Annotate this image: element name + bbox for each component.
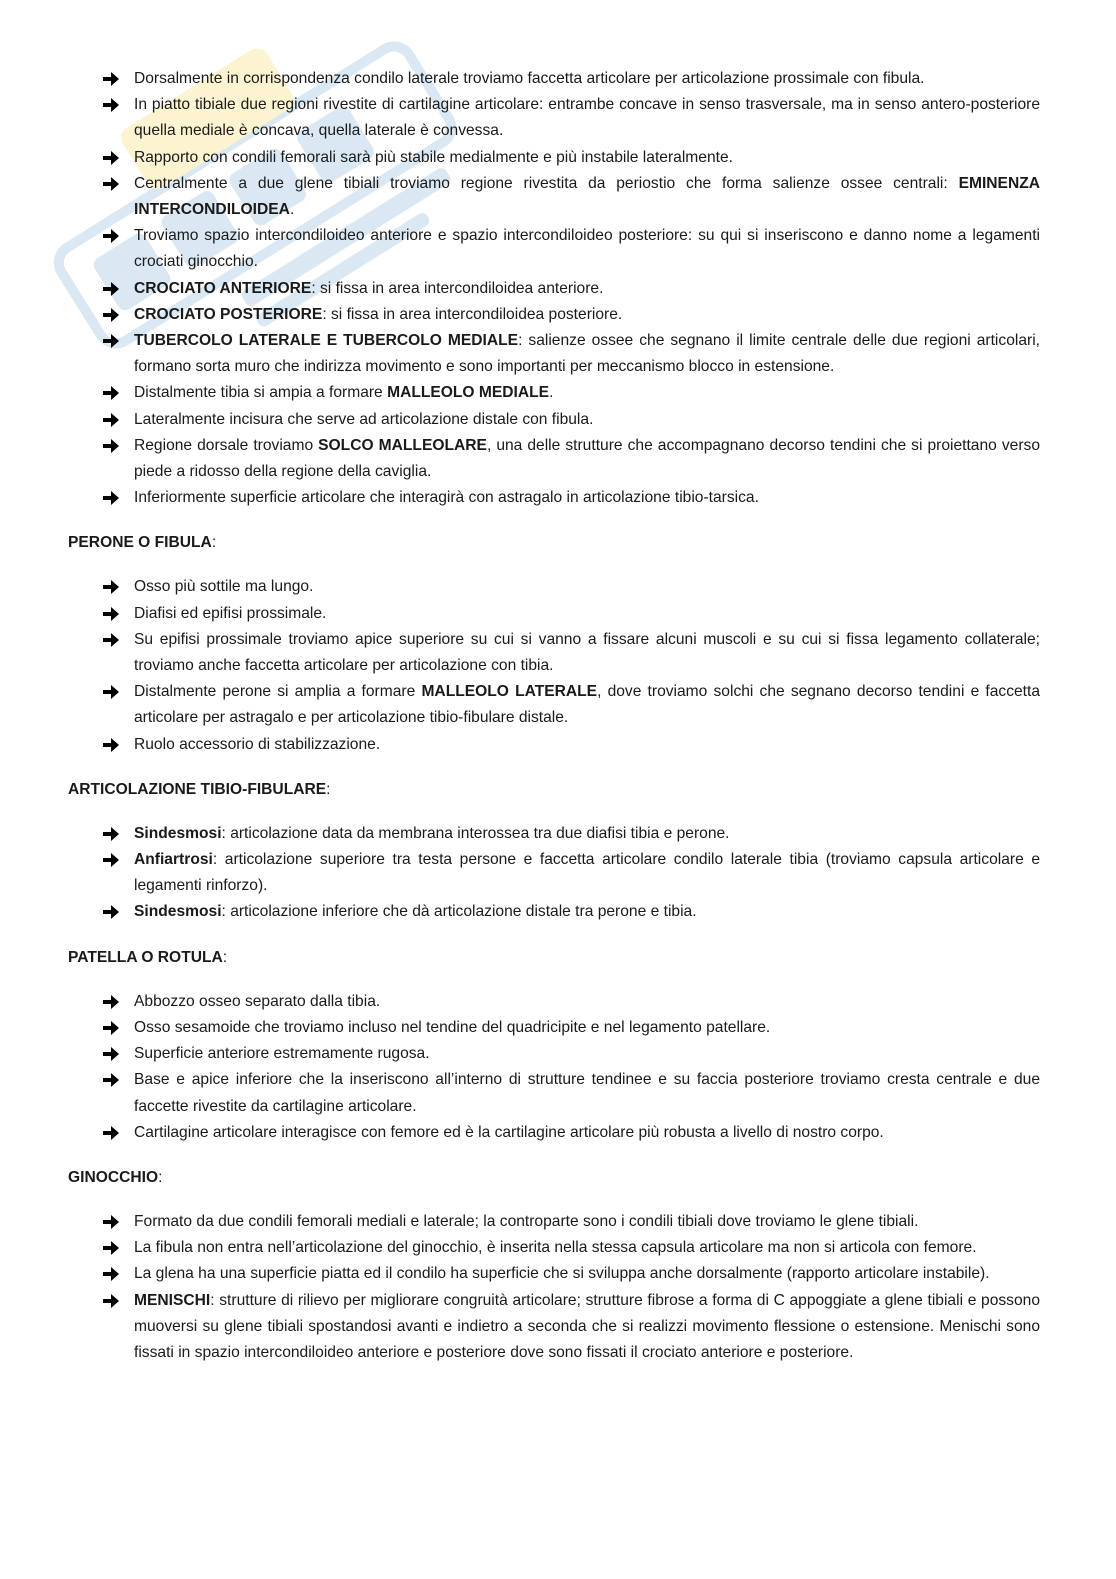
bullet-bold-term: MALLEOLO LATERALE [421,683,598,701]
bullet-text: Dorsalmente in corrispondenza condilo laterale troviamo faccetta articolare per articolazione prossimale con fibula. [134,70,925,87]
bullet-text: Su epifisi prossimale troviamo apice superiore su cui si vanno a fissare alcuni muscoli e su cui si fissa legamento collaterale; troviamo anche faccetta articolare per articolazione con tibia. [134,630,1040,675]
bullet-item [68,433,1040,485]
bullet-bold-term: CROCIATO ANTERIORE [134,279,312,297]
bullet-bold-term: MENISCHI [134,1291,211,1309]
bullet-text: , una delle strutture che accompagnano decorso tendini che si proiettano verso piede a ridosso della regione della caviglia. [134,436,1041,481]
arrow-bullet-icon [103,407,125,433]
bullet-item [68,1288,1040,1367]
bullet-text: Diafisi ed epifisi prossimale. [134,604,327,622]
bullet-item [68,1041,1040,1067]
arrow-bullet-icon [103,1067,125,1093]
bullet-text: Osso sesamoide che troviamo incluso nel tendine del quadricipite e nel legamento patellare. [134,1018,771,1036]
arrow-bullet-icon [103,66,125,92]
section-bullet-list [68,989,1040,1146]
arrow-bullet-icon [103,1120,125,1146]
bullet-text: Abbozzo osseo separato dalla tibia. [134,992,381,1010]
arrow-bullet-icon [103,223,125,249]
arrow-bullet-icon [103,732,125,758]
bullet-text: Rapporto con condili femorali sarà più stabile medialmente e più instabile lateralmente. [134,148,733,166]
bullet-item [68,380,1040,406]
bullet-text: : si fissa in area intercondiloidea posteriore. [322,305,623,323]
arrow-bullet-icon [103,899,125,925]
arrow-bullet-icon [103,433,125,459]
section-bullet-list [68,574,1040,757]
bullet-item [68,1209,1040,1235]
bullet-text: Distalmente perone si amplia a formare [134,683,422,701]
bullet-item [68,679,1040,731]
section-heading: ARTICOLAZIONE TIBIO-FIBULARE: [68,780,331,798]
bullet-text: Centralmente a due glene tibiali troviamo regione rivestita da periostio che forma salienze ossee centrali: [134,174,959,192]
bullet-item [68,171,1040,223]
bullet-text: Regione dorsale troviamo [134,436,319,454]
arrow-bullet-icon [103,171,125,197]
bullet-item [68,1015,1040,1041]
bullet-item [68,407,1040,433]
arrow-bullet-icon [103,1235,125,1261]
bullet-item [68,223,1040,275]
bullet-item [68,145,1040,171]
bullet-text: , dove troviamo solchi che segnano decorso tendini e faccetta articolare per astragalo e per articolazione tibio-fibulare distale. [134,683,1041,727]
bullet-item [68,601,1040,627]
intro-bullet-list [68,66,1040,511]
section-heading: GINOCCHIO: [68,1168,163,1186]
bullet-item [68,627,1040,679]
bullet-text: . [549,384,554,402]
bullet-item [68,485,1040,511]
arrow-bullet-icon [103,679,125,705]
bullet-text: Lateralmente incisura che serve ad articolazione distale con fibula. [134,410,594,428]
arrow-bullet-icon [103,601,125,627]
bullet-item [68,276,1040,302]
arrow-bullet-icon [103,328,125,354]
bullet-text: Inferiormente superficie articolare che interagirà con astragalo in articolazione tibio-tarsica. [134,489,759,507]
bullet-text: . [289,201,295,219]
arrow-bullet-icon [103,92,125,118]
bullet-item [68,92,1040,144]
arrow-bullet-icon [103,302,125,328]
sections-container [68,530,1040,1366]
bullet-text: Base e apice inferiore che la inseriscono all’interno di strutture tendinee e su faccia posteriore troviamo cresta centrale e due faccette rivestite da cartilagine articolare. [134,1071,1040,1115]
arrow-bullet-icon [103,1209,125,1235]
bullet-text: Distalmente tibia si ampia a formare [134,384,388,402]
section-bullet-list [68,821,1040,926]
bullet-bold-term: Sindesmosi [134,903,222,921]
bullet-text: Ruolo accessorio di stabilizzazione. [134,735,381,753]
section-bullet-list [68,1209,1040,1366]
arrow-bullet-icon [103,276,125,302]
bullet-item [68,899,1040,925]
arrow-bullet-icon [103,574,125,600]
bullet-text: Cartilagine articolare interagisce con femore ed è la cartilagine articolare più robusta a livello di nostro corpo. [134,1123,884,1141]
bullet-item [68,1261,1040,1287]
bullet-bold-term: TUBERCOLO LATERALE E TUBERCOLO MEDIALE [134,332,519,350]
arrow-bullet-icon [103,1015,125,1041]
bullet-item [68,1120,1040,1146]
bullet-text: : salienze ossee che segnano il limite centrale delle due regioni articolari, formano sorta muro che indirizza movimento e sono importanti per meccanismo blocco in estensione. [134,332,1040,376]
bullet-text: Superficie anteriore estremamente rugosa. [134,1045,430,1063]
bullet-item [68,1067,1040,1119]
arrow-bullet-icon [103,1288,125,1314]
arrow-bullet-icon [103,1041,125,1067]
bullet-text: : articolazione superiore tra testa persone e faccetta articolare condilo laterale tibia (troviamo capsula articolare e legamenti rinforzo). [134,851,1040,895]
bullet-item [68,847,1040,899]
arrow-bullet-icon [103,145,125,171]
bullet-bold-term: Anfiartrosi [134,851,213,869]
bullet-item [68,821,1040,847]
bullet-text: La glena ha una superficie piatta ed il condilo ha superficie che si sviluppa anche dorsalmente (rapporto articolare instabile). [134,1265,990,1283]
bullet-item [68,66,1040,92]
bullet-text: : articolazione data da membrana interossea tra due diafisi tibia e perone. [221,824,730,842]
arrow-bullet-icon [103,380,125,406]
section-heading: PERONE O FIBULA: [68,534,217,552]
arrow-bullet-icon [103,821,125,847]
bullet-bold-term: SOLCO MALLEOLARE [318,436,487,454]
section-heading: PATELLA O ROTULA: [68,948,228,966]
bullet-text: : articolazione inferiore che dà articolazione distale tra perone e tibia. [221,903,697,921]
bullet-bold-term: MALLEOLO MEDIALE [387,384,550,402]
bullet-text: La fibula non entra nell’articolazione del ginocchio, è inserita nella stessa capsula articolare ma non si articola con femore. [134,1239,977,1257]
bullet-bold-term: EMINENZA INTERCONDILOIDEA [134,174,1040,219]
bullet-bold-term: Sindesmosi [134,824,222,842]
arrow-bullet-icon [103,627,125,653]
bullet-text: In piatto tibiale due regioni rivestite di cartilagine articolare: entrambe concave in senso trasversale, ma in senso antero-posteriore quella mediale è concava, quella laterale è convessa. [134,96,1040,140]
bullet-text: : si fissa in area intercondiloidea anteriore. [311,279,604,297]
arrow-bullet-icon [103,1261,125,1287]
bullet-text: : strutture di rilievo per migliorare congruità articolare; strutture fibrose a forma di C appoggiate a glene tibiali e possono muoversi su glene tibiali spostandosi avanti e indietro a seconda che si realizzi movimento flessione o estensione. Menischi sono fissati in spazio intercondiloideo anteriore e posteriore dove sono fissati il crociato anteriore e posteriore. [134,1291,1040,1361]
document-content [68,66,1040,1366]
arrow-bullet-icon [103,485,125,511]
arrow-bullet-icon [103,847,125,873]
bullet-item [68,328,1040,380]
bullet-item [68,574,1040,600]
bullet-item [68,1235,1040,1261]
bullet-item [68,302,1040,328]
bullet-item [68,732,1040,758]
bullet-bold-term: CROCIATO POSTERIORE [134,305,323,323]
bullet-text: Osso più sottile ma lungo. [134,578,314,596]
bullet-item [68,989,1040,1015]
arrow-bullet-icon [103,989,125,1015]
bullet-text: Formato da due condili femorali mediali e laterale; la controparte sono i condili tibiali dove troviamo le glene tibiali. [134,1212,919,1230]
bullet-text: Troviamo spazio intercondiloideo anteriore e spazio intercondiloideo posteriore: su qui si inseriscono e danno nome a legamenti crociati ginocchio. [134,227,1040,271]
